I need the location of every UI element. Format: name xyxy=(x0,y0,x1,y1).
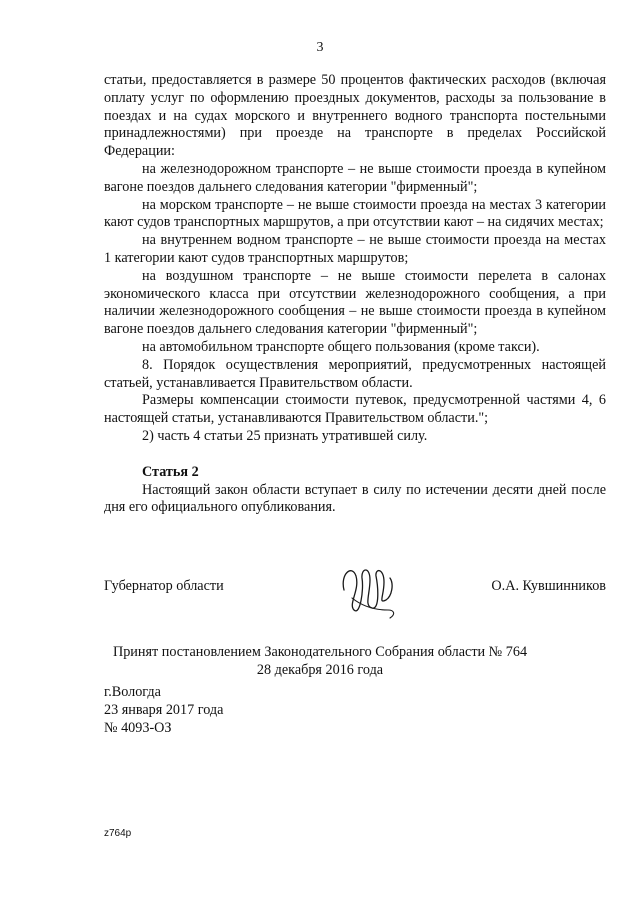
page-number: 3 xyxy=(316,40,324,55)
paragraph-compensation-sizes: Размеры компенсации стоимости путевок, предусмотренной частями 4, 6 настоящей статьи, устанавливаются Правительством области."; xyxy=(104,392,606,427)
signatory-position: Губернатор области xyxy=(104,578,224,594)
paragraph-rail-transport: на железнодорожном транспорте – не выше стоимости проезда в купейном вагоне поездов дальнего следования категории "фирменный"; xyxy=(104,160,606,195)
paragraph-air-transport: на воздушном транспорте – не выше стоимости перелета в салонах экономического класса при отсутствии железнодорожного сообщения, а при наличии железнодорожного сообщения – не выше стоимости проезда в купейном вагоне поездов дальнего следования категории "фирменный"; xyxy=(104,267,606,338)
document-body xyxy=(104,72,606,517)
paragraph-sea-transport: на морском транспорте – не выше стоимости проезда на местах 3 категории кают судов транспортных маршрутов, а при отсутствии кают – на сидячих местах; xyxy=(104,196,606,231)
adoption-statement xyxy=(0,644,640,680)
paragraph-continuation: статьи, предоставляется в размере 50 процентов фактических расходов (включая оплату услуг по оформлению проездных документов, расходы за пользование в поездах и на судах морского и внутреннего водного транспорта постельными принадлежностями) при проезде на транспорте в пределах Российской Федерации: xyxy=(104,72,606,160)
adoption-line-2: 28 декабря 2016 года xyxy=(256,661,384,678)
paragraph-road-transport: на автомобильном транспорте общего пользования (кроме такси). xyxy=(142,338,540,355)
law-number: № 4093-ОЗ xyxy=(104,719,172,736)
article-2-text: Настоящий закон области вступает в силу по истечении десяти дней после дня его официального опубликования. xyxy=(104,481,606,516)
article-2-heading: Статья 2 xyxy=(142,463,199,480)
signatory-name: О.А. Кувшинников xyxy=(491,578,606,594)
handwritten-signature xyxy=(334,560,404,622)
document-code: z764p xyxy=(104,828,132,839)
paragraph-inland-water-transport: на внутреннем водном транспорте – не выше стоимости проезда на местах 1 категории кают судов транспортных маршрутов; xyxy=(104,232,606,266)
paragraph-item-8: 8. Порядок осуществления мероприятий, предусмотренных настоящей статьей, устанавливается Правительством области. xyxy=(104,356,606,391)
place-date-number xyxy=(104,684,223,737)
adoption-line-1: Принят постановлением Законодательного Собрания области № 764 xyxy=(112,644,528,660)
law-date: 23 января 2017 года xyxy=(104,701,224,718)
signature-block xyxy=(104,578,606,618)
city: г.Вологда xyxy=(104,684,161,700)
paragraph-item-2: 2) часть 4 статьи 25 признать утратившей силу. xyxy=(142,427,428,444)
